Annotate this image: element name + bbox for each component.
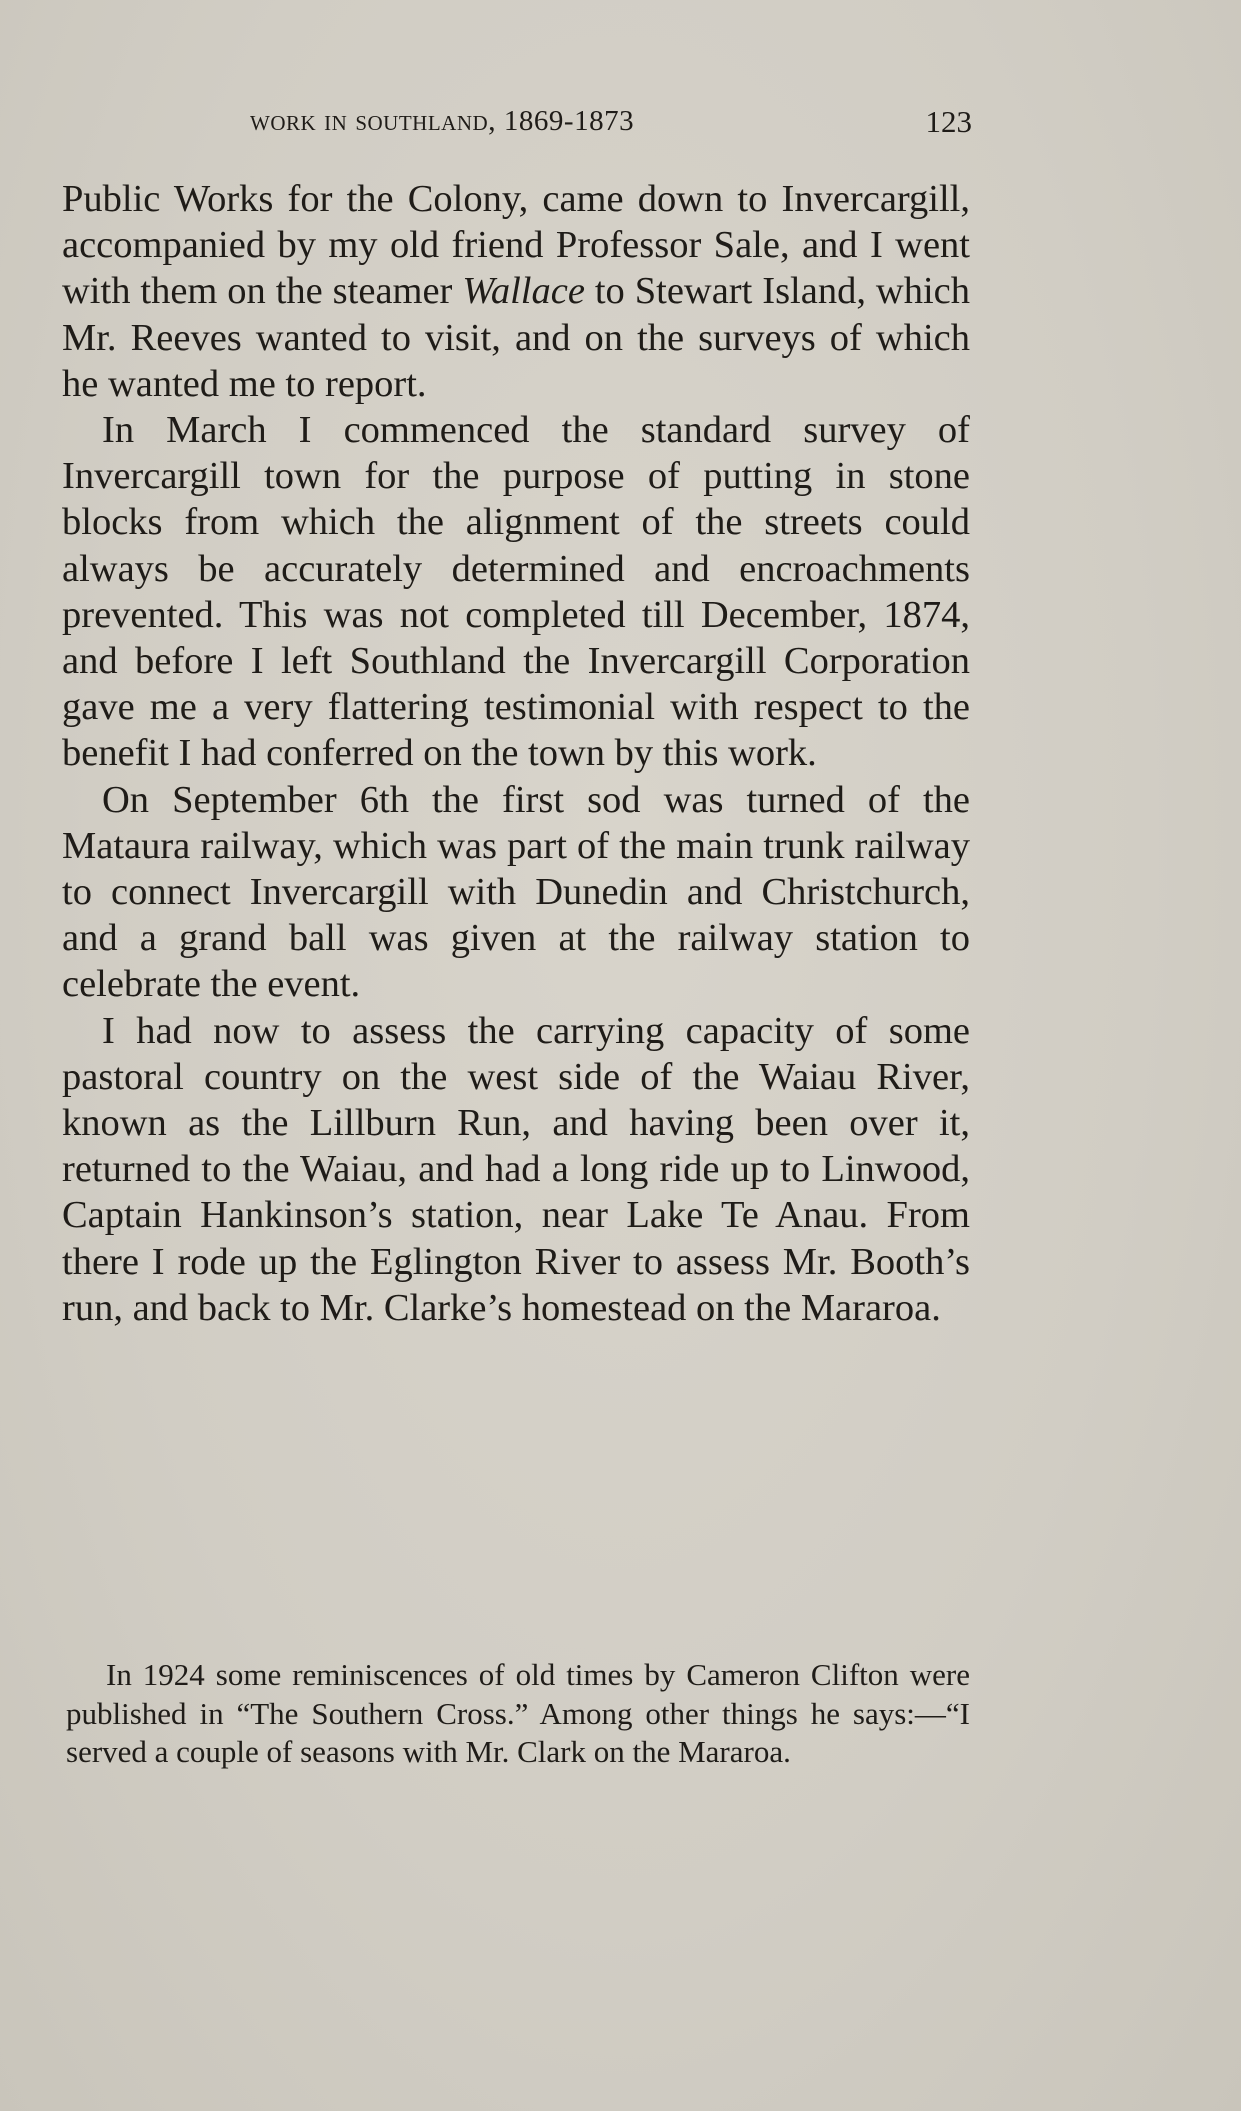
paragraph-3: On September 6th the first sod was turned of the Mataura railway, which was part of the main trunk railway to connect Invercargill with Dunedin and Christchurch, and a grand ball was given at the railway station to celebrate the event. bbox=[62, 778, 970, 1006]
body-text bbox=[62, 176, 970, 1331]
paragraph-1 bbox=[62, 176, 970, 407]
page-header bbox=[60, 100, 972, 148]
paragraph-1-text-after: to Stewart Island, which Mr. Reeves wanted to visit, and on the surveys of which he wanted me to report. bbox=[62, 270, 970, 405]
ship-name-italic: Wallace bbox=[462, 270, 585, 313]
running-head bbox=[250, 104, 634, 138]
paragraph-2: In March I commenced the standard survey of Invercargill town for the purpose of putting in stone blocks from which the alignment of the streets could always be accurately determined and encroachments prevented. This was not completed till December, 1874, and before I left Southland the Invercargill Corporation gave me a very flattering testimonial with respect to the benefit I had conferred on the town by this work. bbox=[62, 409, 970, 775]
page-number: 123 bbox=[925, 104, 972, 139]
footnote-text: In 1924 some reminiscences of old times by Cameron Clifton were published in “The Southern Cross.” Among other things he says:—“I served a couple of seasons with Mr. Clark on the Mararoa. bbox=[66, 1657, 970, 1769]
running-head-title: work in southland, bbox=[250, 104, 497, 137]
running-head-years: 1869-1873 bbox=[503, 105, 635, 137]
paragraph-1-text-before: Public Works for the Colony, came down to Invercargill, accompanied by my old friend Professor Sale, and I went with them on the steamer bbox=[62, 178, 970, 313]
paragraph-4: I had now to assess the carrying capacity of some pastoral country on the west side of the Waiau River, known as the Lillburn Run, and having been over it, returned to the Waiau, and had a long ride up to Linwood, Captain Hankinson’s station, near Lake Te Anau. From there I rode up the Eglington River to assess Mr. Booth’s run, and back to Mr. Clarke’s homestead on the Mararoa. bbox=[62, 1009, 970, 1329]
